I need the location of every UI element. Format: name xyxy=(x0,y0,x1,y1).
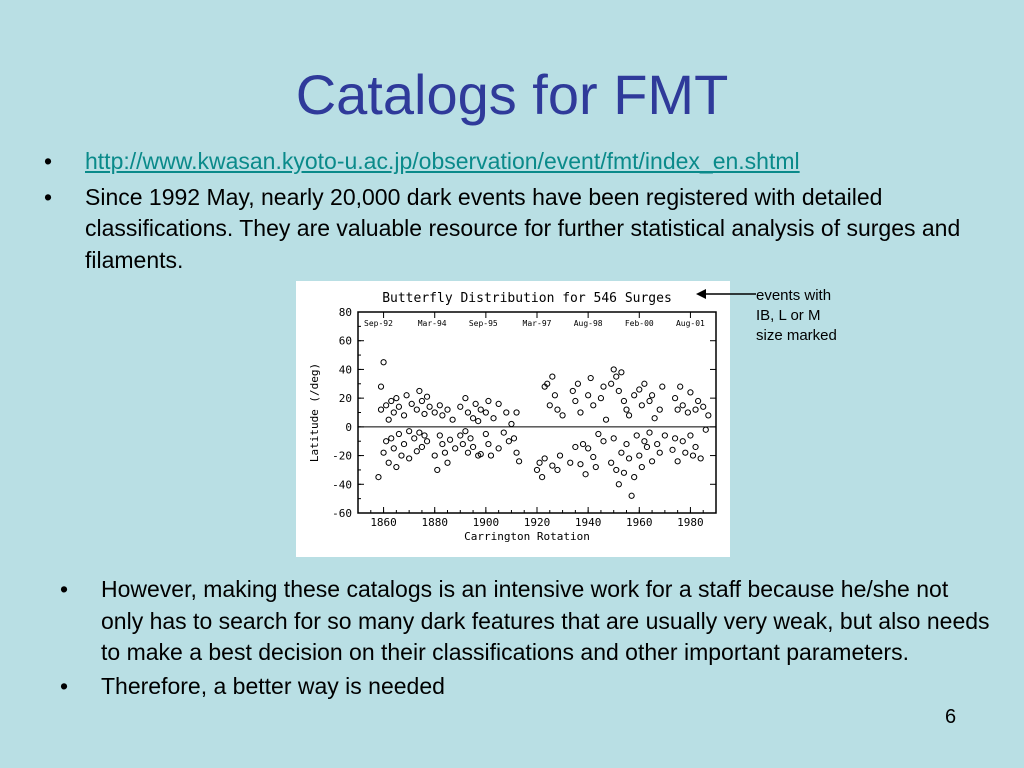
top-date-label: Sep-95 xyxy=(468,319,498,328)
surge-data-point xyxy=(614,467,619,472)
surge-data-point xyxy=(422,411,427,416)
surge-data-point xyxy=(583,472,588,477)
surge-data-point xyxy=(642,381,647,386)
bullet-list-top xyxy=(44,146,984,280)
y-tick-label: -40 xyxy=(332,478,352,492)
surge-data-point xyxy=(378,384,383,389)
surge-data-point xyxy=(378,407,383,412)
surge-data-point xyxy=(511,436,516,441)
y-tick-label: 40 xyxy=(338,363,352,377)
page-number: 6 xyxy=(945,706,957,728)
top-date-label: Mar-97 xyxy=(522,319,552,328)
surge-data-point xyxy=(632,393,637,398)
bullet-item-conclusion xyxy=(60,671,990,703)
surge-data-point xyxy=(386,460,391,465)
surge-data-point xyxy=(453,446,458,451)
surge-data-point xyxy=(614,374,619,379)
surge-data-point xyxy=(540,475,545,480)
surge-data-point xyxy=(637,387,642,392)
surge-data-point xyxy=(424,394,429,399)
surge-data-point xyxy=(391,410,396,415)
top-date-label: Mar-94 xyxy=(417,319,447,328)
surge-data-point xyxy=(560,413,565,418)
surge-data-point xyxy=(414,449,419,454)
surge-data-point xyxy=(550,463,555,468)
surge-data-point xyxy=(680,403,685,408)
y-tick-label: 60 xyxy=(338,334,352,348)
surge-data-point xyxy=(468,436,473,441)
surge-data-point xyxy=(575,381,580,386)
surge-data-point xyxy=(414,407,419,412)
surge-data-point xyxy=(642,439,647,444)
x-tick-label: 1860 xyxy=(370,516,397,529)
surge-data-point xyxy=(547,403,552,408)
bullet-marker: • xyxy=(44,183,53,210)
surge-data-point xyxy=(424,439,429,444)
butterfly-scatter-chart xyxy=(296,281,730,557)
figure-annotation xyxy=(756,286,866,346)
surge-data-point xyxy=(619,370,624,375)
surge-data-point xyxy=(693,444,698,449)
surge-data-point xyxy=(427,404,432,409)
annotation-line: events with xyxy=(756,287,832,304)
surge-data-point xyxy=(476,419,481,424)
surge-data-point xyxy=(647,430,652,435)
surge-data-point xyxy=(401,413,406,418)
surge-data-point xyxy=(611,436,616,441)
surge-data-point xyxy=(557,453,562,458)
surge-data-point xyxy=(470,444,475,449)
chart-title: Butterfly Distribution for 546 Surges xyxy=(382,291,672,306)
surge-data-point xyxy=(460,441,465,446)
bullet-marker: • xyxy=(60,576,69,602)
annotation-line: IB, L or M xyxy=(756,307,821,324)
surge-data-point xyxy=(389,398,394,403)
surge-data-point xyxy=(447,437,452,442)
surge-data-point xyxy=(639,403,644,408)
surge-data-point xyxy=(598,396,603,401)
x-tick-label: 1900 xyxy=(472,516,500,529)
surge-data-point xyxy=(591,454,596,459)
surge-data-point xyxy=(389,436,394,441)
y-axis-label: Latitude (/deg) xyxy=(308,362,321,463)
surge-data-point xyxy=(644,444,649,449)
x-tick-label: 1920 xyxy=(523,516,551,529)
surge-data-point xyxy=(580,441,585,446)
surge-data-point xyxy=(685,410,690,415)
surge-data-point xyxy=(470,416,475,421)
top-date-label: Feb-00 xyxy=(624,319,654,328)
surge-data-point xyxy=(621,470,626,475)
surge-data-point xyxy=(552,393,557,398)
surge-data-point xyxy=(381,450,386,455)
surge-data-point xyxy=(404,393,409,398)
surge-data-point xyxy=(657,407,662,412)
surge-data-point xyxy=(573,444,578,449)
surge-data-point xyxy=(399,453,404,458)
surge-data-point xyxy=(616,388,621,393)
surge-data-point xyxy=(501,430,506,435)
plot-frame xyxy=(358,312,716,513)
surge-data-point xyxy=(437,403,442,408)
surge-data-point xyxy=(609,381,614,386)
surge-data-point xyxy=(626,456,631,461)
surge-data-point xyxy=(445,460,450,465)
surge-data-point xyxy=(593,464,598,469)
surge-data-point xyxy=(509,421,514,426)
surge-data-point xyxy=(504,410,509,415)
surge-data-point xyxy=(514,450,519,455)
surge-data-point xyxy=(407,429,412,434)
surge-data-point xyxy=(693,407,698,412)
surge-data-point xyxy=(435,467,440,472)
annotation-arrow-icon xyxy=(696,286,756,302)
surge-data-point xyxy=(473,401,478,406)
surge-data-point xyxy=(647,398,652,403)
surge-data-point xyxy=(491,416,496,421)
top-date-label: Sep-92 xyxy=(364,319,393,328)
surge-data-point xyxy=(701,404,706,409)
surge-data-point xyxy=(432,410,437,415)
surge-data-point xyxy=(670,447,675,452)
x-tick-label: 1960 xyxy=(626,516,653,529)
surge-data-point xyxy=(683,450,688,455)
x-axis-label: Carrington Rotation xyxy=(464,530,590,543)
surge-data-point xyxy=(573,398,578,403)
y-tick-label: 80 xyxy=(338,306,352,319)
surge-data-point xyxy=(672,396,677,401)
surge-data-point xyxy=(463,396,468,401)
surge-data-point xyxy=(639,464,644,469)
surge-data-point xyxy=(591,403,596,408)
surge-data-point xyxy=(440,441,445,446)
surge-data-point xyxy=(586,393,591,398)
surge-data-point xyxy=(458,404,463,409)
surge-data-point xyxy=(486,398,491,403)
surge-data-point xyxy=(703,427,708,432)
bullet-text: Therefore, a better way is needed xyxy=(101,672,445,699)
surge-data-point xyxy=(649,393,654,398)
surge-data-point xyxy=(609,460,614,465)
x-tick-label: 1980 xyxy=(677,516,704,529)
surge-data-point xyxy=(649,459,654,464)
surge-data-point xyxy=(537,460,542,465)
surge-data-point xyxy=(629,493,634,498)
surge-data-point xyxy=(578,462,583,467)
surge-data-point xyxy=(698,456,703,461)
surge-data-point xyxy=(450,417,455,422)
surge-data-point xyxy=(555,467,560,472)
bullet-item-description xyxy=(44,182,984,277)
surge-data-point xyxy=(616,482,621,487)
surge-data-point xyxy=(534,467,539,472)
annotation-line: size marked xyxy=(756,327,837,344)
surge-data-point xyxy=(384,403,389,408)
butterfly-diagram-figure xyxy=(296,281,730,557)
top-date-label: Aug-98 xyxy=(573,319,603,328)
surge-data-point xyxy=(517,459,522,464)
surge-data-point xyxy=(672,436,677,441)
surge-data-point xyxy=(588,375,593,380)
surge-data-point xyxy=(578,410,583,415)
surge-data-point xyxy=(626,413,631,418)
surge-data-point xyxy=(678,384,683,389)
surge-data-point xyxy=(690,453,695,458)
surge-data-point xyxy=(442,450,447,455)
surge-data-point xyxy=(586,446,591,451)
surge-data-point xyxy=(488,453,493,458)
surge-data-point xyxy=(419,398,424,403)
surge-data-point xyxy=(601,439,606,444)
surge-data-point xyxy=(432,453,437,458)
surge-data-point xyxy=(465,450,470,455)
surge-data-point xyxy=(611,367,616,372)
surge-data-point xyxy=(381,360,386,365)
top-date-label: Aug-01 xyxy=(675,319,705,328)
surge-data-point xyxy=(675,459,680,464)
y-tick-label: -20 xyxy=(332,449,352,463)
surge-data-point xyxy=(632,475,637,480)
x-tick-label: 1880 xyxy=(421,516,448,529)
surge-data-point xyxy=(568,460,573,465)
surge-data-point xyxy=(486,441,491,446)
surge-data-point xyxy=(662,433,667,438)
surge-data-point xyxy=(696,398,701,403)
surge-data-point xyxy=(688,390,693,395)
surge-data-point xyxy=(680,439,685,444)
surge-data-point xyxy=(384,439,389,444)
surge-data-point xyxy=(483,410,488,415)
y-tick-label: 20 xyxy=(338,392,352,406)
surge-data-point xyxy=(386,417,391,422)
bullet-item-link xyxy=(44,146,984,178)
surge-data-point xyxy=(478,407,483,412)
surge-data-point xyxy=(496,446,501,451)
surge-data-point xyxy=(396,404,401,409)
y-tick-label: 0 xyxy=(345,420,352,434)
surge-data-point xyxy=(417,430,422,435)
surge-data-point xyxy=(601,384,606,389)
surge-data-point xyxy=(506,439,511,444)
surge-data-point xyxy=(437,433,442,438)
surge-data-point xyxy=(391,446,396,451)
surge-data-point xyxy=(555,407,560,412)
surge-data-point xyxy=(570,388,575,393)
surge-data-point xyxy=(619,450,624,455)
bullet-marker: • xyxy=(44,148,53,174)
surge-data-point xyxy=(652,416,657,421)
surge-data-point xyxy=(445,407,450,412)
slide-title: Catalogs for FMT xyxy=(295,63,729,126)
surge-data-point xyxy=(394,396,399,401)
surge-data-point xyxy=(706,413,711,418)
surge-data-point xyxy=(660,384,665,389)
surge-data-point xyxy=(409,401,414,406)
surge-data-point xyxy=(655,441,660,446)
surge-data-point xyxy=(440,413,445,418)
surge-data-point xyxy=(407,456,412,461)
surge-data-point xyxy=(657,450,662,455)
surge-data-point xyxy=(422,433,427,438)
surge-data-point xyxy=(550,374,555,379)
surge-data-point xyxy=(463,429,468,434)
bullet-item-workload xyxy=(60,574,990,669)
surge-data-point xyxy=(621,398,626,403)
surge-data-point xyxy=(624,407,629,412)
surge-data-point xyxy=(394,464,399,469)
surge-data-point xyxy=(624,441,629,446)
surge-data-point xyxy=(417,388,422,393)
surge-data-point xyxy=(419,444,424,449)
surge-data-point xyxy=(401,441,406,446)
surge-data-point xyxy=(458,433,463,438)
surge-data-point xyxy=(603,417,608,422)
x-tick-label: 1940 xyxy=(574,516,602,529)
y-tick-label: -60 xyxy=(332,507,352,520)
surge-data-point xyxy=(396,431,401,436)
surge-data-point xyxy=(496,401,501,406)
surge-data-point xyxy=(412,436,417,441)
surge-data-point xyxy=(634,433,639,438)
surge-data-point xyxy=(675,407,680,412)
surge-data-point xyxy=(465,410,470,415)
surge-data-point xyxy=(688,433,693,438)
bullet-list-bottom xyxy=(60,574,990,704)
surge-data-point xyxy=(542,456,547,461)
surge-data-point xyxy=(596,431,601,436)
surge-data-point xyxy=(483,431,488,436)
bullet-text: However, making these catalogs is an intensive work for a staff because he/she not only has to search for so many dark features that are usually very weak, but also needs to make a best decision on their classifications and other important parameters. xyxy=(101,576,990,665)
fmt-catalog-link[interactable]: http://www.kwasan.kyoto-u.ac.jp/observation/event/fmt/index_en.shtml xyxy=(85,148,800,174)
bullet-text: Since 1992 May, nearly 20,000 dark events have been registered with detailed classifications. They are valuable resource for further statistical analysis of surges and filaments. xyxy=(85,183,961,273)
surge-data-point xyxy=(514,410,519,415)
surge-data-point xyxy=(376,475,381,480)
bullet-marker: • xyxy=(60,672,69,699)
surge-data-point xyxy=(637,453,642,458)
